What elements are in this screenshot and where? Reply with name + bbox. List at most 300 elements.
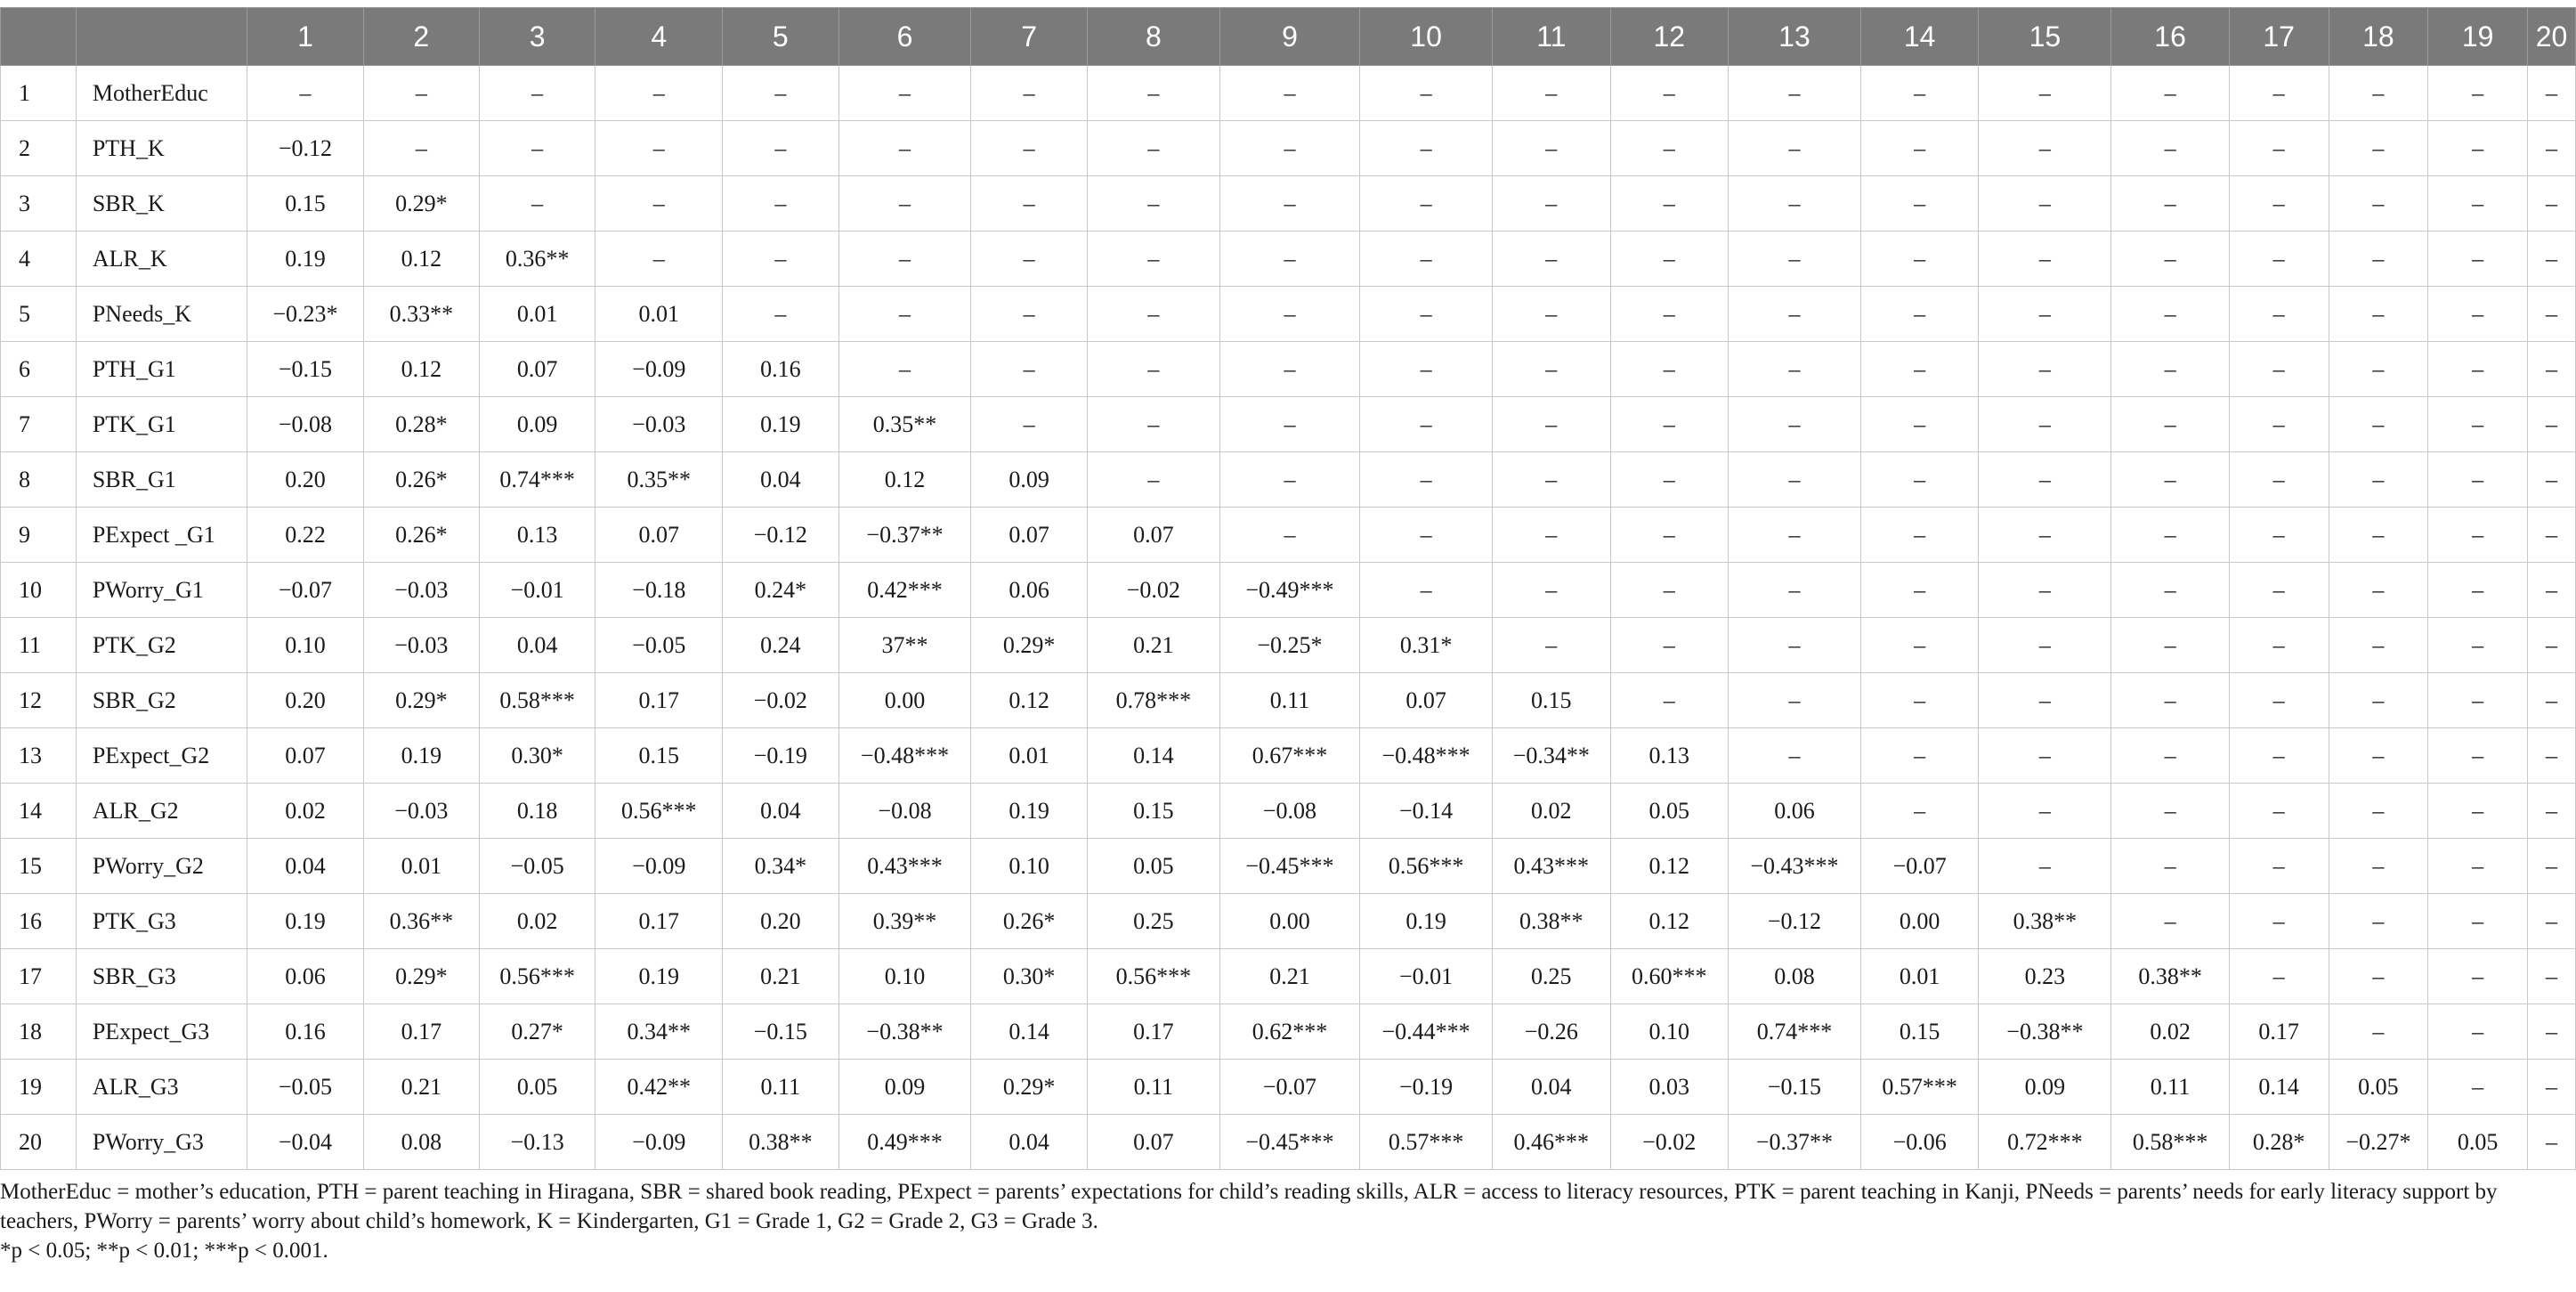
correlation-cell: 0.02: [1493, 784, 1610, 839]
correlation-cell: 0.38**: [1979, 894, 2111, 949]
correlation-cell: −0.08: [838, 784, 971, 839]
correlation-cell: −0.03: [363, 784, 479, 839]
correlation-cell: –: [363, 121, 479, 176]
correlation-cell: 0.58***: [2111, 1115, 2229, 1170]
correlation-cell: 0.04: [971, 1115, 1087, 1170]
correlation-cell: –: [838, 342, 971, 397]
column-header-5: 5: [723, 8, 838, 66]
correlation-cell: –: [2528, 232, 2576, 287]
column-header-15: 15: [1979, 8, 2111, 66]
correlation-cell: –: [2111, 342, 2229, 397]
variable-name: PTH_K: [76, 121, 247, 176]
correlation-cell: −0.07: [1860, 839, 1978, 894]
correlation-cell: 0.19: [1360, 894, 1493, 949]
correlation-cell: −0.37**: [838, 508, 971, 563]
correlation-cell: 0.26*: [363, 452, 479, 508]
correlation-cell: −0.03: [595, 397, 723, 452]
column-header-1: 1: [247, 8, 363, 66]
header-row-number: [1, 8, 77, 66]
correlation-cell: –: [2528, 66, 2576, 121]
correlation-cell: −0.27*: [2329, 1115, 2428, 1170]
correlation-cell: –: [2111, 618, 2229, 673]
correlation-cell: –: [2329, 1004, 2428, 1060]
correlation-cell: –: [1979, 728, 2111, 784]
correlation-cell: –: [1219, 508, 1359, 563]
correlation-cell: 0.28*: [2229, 1115, 2329, 1170]
table-row: [1, 508, 2576, 563]
correlation-cell: 0.11: [1087, 1060, 1219, 1115]
correlation-cell: –: [1979, 397, 2111, 452]
correlation-cell: –: [1610, 287, 1728, 342]
correlation-cell: –: [1860, 728, 1978, 784]
correlation-cell: 0.57***: [1360, 1115, 1493, 1170]
correlation-cell: 0.01: [480, 287, 595, 342]
correlation-cell: −0.07: [1219, 1060, 1359, 1115]
correlation-cell: 0.04: [723, 784, 838, 839]
correlation-cell: 0.74***: [1728, 1004, 1860, 1060]
correlation-cell: –: [1219, 397, 1359, 452]
correlation-cell: –: [1610, 121, 1728, 176]
correlation-cell: 0.17: [363, 1004, 479, 1060]
correlation-cell: −0.02: [1087, 563, 1219, 618]
correlation-cell: –: [1728, 673, 1860, 728]
correlation-cell: –: [2229, 452, 2329, 508]
correlation-cell: 0.01: [595, 287, 723, 342]
correlation-cell: –: [2329, 618, 2428, 673]
correlation-cell: 0.19: [595, 949, 723, 1004]
correlation-cell: –: [2229, 949, 2329, 1004]
correlation-cell: –: [2428, 287, 2528, 342]
row-number: 11: [1, 618, 77, 673]
column-header-2: 2: [363, 8, 479, 66]
column-header-13: 13: [1728, 8, 1860, 66]
correlation-cell: 0.05: [2329, 1060, 2428, 1115]
correlation-cell: 0.19: [363, 728, 479, 784]
correlation-cell: –: [1728, 121, 1860, 176]
correlation-cell: –: [1610, 452, 1728, 508]
variable-name: PTK_G2: [76, 618, 247, 673]
correlation-cell: 0.07: [1087, 508, 1219, 563]
row-number: 6: [1, 342, 77, 397]
row-number: 5: [1, 287, 77, 342]
correlation-cell: –: [1728, 397, 1860, 452]
correlation-cell: –: [1219, 232, 1359, 287]
row-number: 19: [1, 1060, 77, 1115]
correlation-cell: 0.11: [1219, 673, 1359, 728]
correlation-cell: 0.01: [1860, 949, 1978, 1004]
column-header-14: 14: [1860, 8, 1978, 66]
correlation-cell: –: [1610, 397, 1728, 452]
correlation-cell: 0.17: [1087, 1004, 1219, 1060]
correlation-cell: –: [2428, 452, 2528, 508]
correlation-cell: –: [2329, 176, 2428, 232]
header-variable: [76, 8, 247, 66]
correlation-cell: –: [2329, 563, 2428, 618]
variable-name: SBR_G3: [76, 949, 247, 1004]
correlation-cell: 0.07: [247, 728, 363, 784]
correlation-cell: –: [2528, 176, 2576, 232]
correlation-cell: –: [1979, 232, 2111, 287]
correlation-cell: 0.35**: [838, 397, 971, 452]
correlation-cell: 0.21: [363, 1060, 479, 1115]
correlation-cell: –: [2428, 894, 2528, 949]
correlation-cell: –: [2329, 397, 2428, 452]
correlation-cell: 0.10: [1610, 1004, 1728, 1060]
correlation-cell: –: [971, 342, 1087, 397]
correlation-cell: 0.39**: [838, 894, 971, 949]
correlation-cell: 0.29*: [971, 618, 1087, 673]
variable-name: PExpect _G1: [76, 508, 247, 563]
correlation-cell: 0.56***: [480, 949, 595, 1004]
column-header-6: 6: [838, 8, 971, 66]
correlation-cell: 0.15: [1860, 1004, 1978, 1060]
correlation-cell: −0.12: [723, 508, 838, 563]
correlation-cell: –: [2528, 452, 2576, 508]
correlation-cell: –: [2329, 949, 2428, 1004]
variable-name: PTH_G1: [76, 342, 247, 397]
correlation-cell: –: [1360, 397, 1493, 452]
correlation-cell: 0.05: [2428, 1115, 2528, 1170]
correlation-cell: 0.35**: [595, 452, 723, 508]
correlation-cell: –: [2329, 839, 2428, 894]
correlation-cell: –: [2329, 66, 2428, 121]
correlation-cell: –: [1860, 176, 1978, 232]
correlation-cell: –: [2329, 342, 2428, 397]
correlation-cell: –: [2111, 232, 2229, 287]
correlation-cell: –: [1493, 563, 1610, 618]
table-row: [1, 452, 2576, 508]
table-row: [1, 287, 2576, 342]
correlation-cell: –: [1493, 397, 1610, 452]
correlation-cell: −0.03: [363, 618, 479, 673]
correlation-cell: 0.07: [971, 508, 1087, 563]
correlation-cell: –: [2428, 66, 2528, 121]
correlation-cell: 0.38**: [1493, 894, 1610, 949]
row-number: 7: [1, 397, 77, 452]
correlation-cell: –: [723, 232, 838, 287]
correlation-cell: –: [2528, 839, 2576, 894]
correlation-cell: –: [2111, 673, 2229, 728]
correlation-cell: 0.13: [1610, 728, 1728, 784]
variable-name: PExpect_G2: [76, 728, 247, 784]
correlation-cell: −0.44***: [1360, 1004, 1493, 1060]
correlation-cell: –: [2111, 397, 2229, 452]
table-row: [1, 894, 2576, 949]
correlation-cell: 0.07: [480, 342, 595, 397]
row-number: 17: [1, 949, 77, 1004]
correlation-cell: 0.07: [595, 508, 723, 563]
correlation-cell: 0.04: [1493, 1060, 1610, 1115]
column-header-16: 16: [2111, 8, 2229, 66]
correlation-cell: 0.07: [1087, 1115, 1219, 1170]
correlation-cell: –: [2528, 397, 2576, 452]
correlation-cell: 0.14: [971, 1004, 1087, 1060]
correlation-cell: 0.46***: [1493, 1115, 1610, 1170]
correlation-cell: 0.07: [1360, 673, 1493, 728]
correlation-cell: –: [2428, 508, 2528, 563]
correlation-cell: –: [1979, 508, 2111, 563]
correlation-cell: –: [1087, 287, 1219, 342]
correlation-cell: −0.09: [595, 342, 723, 397]
correlation-cell: –: [2111, 508, 2229, 563]
correlation-cell: –: [2329, 452, 2428, 508]
variable-name: PWorry_G3: [76, 1115, 247, 1170]
correlation-cell: 0.67***: [1219, 728, 1359, 784]
correlation-cell: –: [1493, 618, 1610, 673]
correlation-cell: –: [1610, 342, 1728, 397]
correlation-cell: 0.60***: [1610, 949, 1728, 1004]
correlation-cell: –: [971, 121, 1087, 176]
correlation-cell: 0.09: [838, 1060, 971, 1115]
correlation-cell: −0.43***: [1728, 839, 1860, 894]
row-number: 14: [1, 784, 77, 839]
correlation-cell: 0.04: [247, 839, 363, 894]
correlation-cell: –: [480, 121, 595, 176]
correlation-cell: –: [2229, 673, 2329, 728]
correlation-cell: –: [1979, 121, 2111, 176]
correlation-cell: –: [1219, 287, 1359, 342]
correlation-cell: –: [971, 176, 1087, 232]
correlation-cell: –: [1979, 618, 2111, 673]
correlation-cell: −0.01: [1360, 949, 1493, 1004]
correlation-cell: –: [2428, 618, 2528, 673]
correlation-cell: 0.19: [247, 894, 363, 949]
column-header-20: 20: [2528, 8, 2576, 66]
correlation-cell: 0.24: [723, 618, 838, 673]
correlation-cell: −0.09: [595, 839, 723, 894]
correlation-cell: –: [595, 232, 723, 287]
correlation-cell: −0.19: [1360, 1060, 1493, 1115]
correlation-cell: –: [1979, 287, 2111, 342]
correlation-cell: 0.34**: [595, 1004, 723, 1060]
correlation-cell: –: [2329, 121, 2428, 176]
correlation-cell: –: [480, 176, 595, 232]
correlation-cell: –: [2528, 508, 2576, 563]
variable-name: ALR_G3: [76, 1060, 247, 1115]
correlation-cell: –: [723, 66, 838, 121]
correlation-cell: –: [1979, 452, 2111, 508]
row-number: 18: [1, 1004, 77, 1060]
correlation-cell: –: [2111, 894, 2229, 949]
correlation-cell: –: [2111, 176, 2229, 232]
correlation-cell: –: [1728, 66, 1860, 121]
correlation-cell: –: [1610, 232, 1728, 287]
correlation-cell: –: [1610, 176, 1728, 232]
correlation-cell: –: [1860, 66, 1978, 121]
correlation-cell: –: [2428, 342, 2528, 397]
correlation-cell: 0.27*: [480, 1004, 595, 1060]
correlation-cell: 0.16: [723, 342, 838, 397]
correlation-cell: –: [1219, 452, 1359, 508]
correlation-cell: 0.08: [363, 1115, 479, 1170]
correlation-cell: –: [2229, 618, 2329, 673]
correlation-cell: –: [1728, 176, 1860, 232]
correlation-cell: –: [2329, 287, 2428, 342]
correlation-cell: 0.42***: [838, 563, 971, 618]
correlation-cell: –: [1610, 618, 1728, 673]
correlation-cell: 0.06: [247, 949, 363, 1004]
correlation-cell: –: [1087, 176, 1219, 232]
correlation-cell: –: [2111, 563, 2229, 618]
column-header-8: 8: [1087, 8, 1219, 66]
correlation-cell: –: [2528, 894, 2576, 949]
correlation-cell: 0.05: [480, 1060, 595, 1115]
correlation-cell: –: [1728, 618, 1860, 673]
correlation-cell: –: [2229, 784, 2329, 839]
correlation-cell: –: [1610, 66, 1728, 121]
table-row: [1, 1060, 2576, 1115]
correlation-cell: –: [2428, 397, 2528, 452]
variable-name: SBR_K: [76, 176, 247, 232]
row-number: 2: [1, 121, 77, 176]
correlation-cell: −0.02: [723, 673, 838, 728]
correlation-cell: –: [1860, 563, 1978, 618]
correlation-cell: –: [1728, 232, 1860, 287]
correlation-cell: 0.29*: [363, 176, 479, 232]
correlation-table: [0, 7, 2576, 1170]
correlation-cell: –: [247, 66, 363, 121]
correlation-cell: –: [1087, 121, 1219, 176]
correlation-cell: 0.38**: [723, 1115, 838, 1170]
row-number: 1: [1, 66, 77, 121]
row-number: 15: [1, 839, 77, 894]
correlation-cell: 0.29*: [363, 949, 479, 1004]
correlation-cell: –: [2528, 1004, 2576, 1060]
significance-note: *p < 0.05; **p < 0.01; ***p < 0.001.: [0, 1239, 328, 1263]
correlation-cell: –: [1728, 452, 1860, 508]
correlation-cell: 0.58***: [480, 673, 595, 728]
table-header-row: [1, 8, 2576, 66]
correlation-cell: –: [595, 121, 723, 176]
correlation-cell: 0.01: [971, 728, 1087, 784]
correlation-cell: 0.06: [1728, 784, 1860, 839]
correlation-cell: −0.34**: [1493, 728, 1610, 784]
abbreviations-note: MotherEduc = mother’s education, PTH = parent teaching in Hiragana, SBR = shared book reading, PExpect = parents’ expectations for child’s reading skills, ALR = access to literacy resources, PTK = parent teaching in Kanji, PNeeds = parents’ needs for early literacy support by teachers, PWorry = parents’ worry about child’s homework, K = Kindergarten, G1 = Grade 1, G2 = Grade 2, G3 = Grade 3.: [0, 1180, 2498, 1233]
correlation-cell: –: [1979, 176, 2111, 232]
correlation-cell: –: [1493, 121, 1610, 176]
correlation-cell: −0.26: [1493, 1004, 1610, 1060]
correlation-cell: –: [1360, 342, 1493, 397]
correlation-cell: 0.20: [247, 673, 363, 728]
table-row: [1, 949, 2576, 1004]
correlation-cell: 0.43***: [838, 839, 971, 894]
correlation-table-container: [0, 7, 2576, 1170]
correlation-cell: –: [595, 176, 723, 232]
variable-name: ALR_K: [76, 232, 247, 287]
correlation-cell: –: [1493, 508, 1610, 563]
correlation-cell: –: [1979, 839, 2111, 894]
correlation-cell: 0.02: [480, 894, 595, 949]
table-row: [1, 342, 2576, 397]
correlation-cell: 0.12: [838, 452, 971, 508]
correlation-cell: −0.15: [247, 342, 363, 397]
correlation-cell: 0.16: [247, 1004, 363, 1060]
correlation-cell: –: [2329, 728, 2428, 784]
correlation-cell: −0.12: [1728, 894, 1860, 949]
correlation-cell: –: [1728, 342, 1860, 397]
correlation-cell: 0.15: [1493, 673, 1610, 728]
correlation-cell: –: [2528, 1060, 2576, 1115]
correlation-cell: 0.36**: [480, 232, 595, 287]
table-row: [1, 176, 2576, 232]
column-header-18: 18: [2329, 8, 2428, 66]
correlation-cell: 37**: [838, 618, 971, 673]
correlation-cell: –: [2528, 784, 2576, 839]
correlation-cell: –: [1860, 673, 1978, 728]
correlation-cell: −0.25*: [1219, 618, 1359, 673]
correlation-cell: 0.21: [1087, 618, 1219, 673]
correlation-cell: −0.45***: [1219, 1115, 1359, 1170]
correlation-cell: 0.19: [723, 397, 838, 452]
correlation-cell: −0.38**: [838, 1004, 971, 1060]
correlation-cell: –: [1087, 232, 1219, 287]
correlation-cell: 0.29*: [363, 673, 479, 728]
correlation-cell: −0.09: [595, 1115, 723, 1170]
variable-name: PWorry_G2: [76, 839, 247, 894]
correlation-cell: 0.78***: [1087, 673, 1219, 728]
correlation-cell: −0.12: [247, 121, 363, 176]
correlation-cell: 0.15: [247, 176, 363, 232]
column-header-19: 19: [2428, 8, 2528, 66]
correlation-cell: –: [2528, 949, 2576, 1004]
correlation-cell: 0.09: [971, 452, 1087, 508]
table-row: [1, 563, 2576, 618]
correlation-cell: –: [1860, 287, 1978, 342]
row-number: 9: [1, 508, 77, 563]
correlation-cell: –: [1493, 452, 1610, 508]
correlation-cell: –: [2229, 66, 2329, 121]
correlation-cell: 0.33**: [363, 287, 479, 342]
correlation-cell: 0.05: [1087, 839, 1219, 894]
correlation-cell: 0.14: [2229, 1060, 2329, 1115]
correlation-cell: −0.04: [247, 1115, 363, 1170]
correlation-cell: –: [1493, 287, 1610, 342]
correlation-cell: –: [363, 66, 479, 121]
variable-name: SBR_G1: [76, 452, 247, 508]
correlation-cell: –: [1360, 232, 1493, 287]
column-header-12: 12: [1610, 8, 1728, 66]
correlation-cell: –: [1979, 342, 2111, 397]
correlation-cell: 0.23: [1979, 949, 2111, 1004]
correlation-cell: −0.01: [480, 563, 595, 618]
correlation-cell: –: [2329, 508, 2428, 563]
correlation-cell: –: [2229, 342, 2329, 397]
correlation-cell: –: [1979, 563, 2111, 618]
correlation-cell: 0.34*: [723, 839, 838, 894]
correlation-cell: –: [2528, 673, 2576, 728]
correlation-cell: –: [1360, 176, 1493, 232]
correlation-cell: –: [1728, 508, 1860, 563]
correlation-cell: –: [1087, 397, 1219, 452]
correlation-cell: –: [2111, 66, 2229, 121]
row-number: 16: [1, 894, 77, 949]
correlation-cell: 0.56***: [1360, 839, 1493, 894]
correlation-cell: 0.03: [1610, 1060, 1728, 1115]
correlation-cell: –: [1979, 784, 2111, 839]
correlation-cell: 0.72***: [1979, 1115, 2111, 1170]
row-number: 4: [1, 232, 77, 287]
correlation-cell: –: [1860, 508, 1978, 563]
correlation-cell: –: [838, 287, 971, 342]
correlation-cell: 0.56***: [595, 784, 723, 839]
correlation-cell: –: [1728, 563, 1860, 618]
table-row: [1, 121, 2576, 176]
table-row: [1, 618, 2576, 673]
correlation-cell: −0.13: [480, 1115, 595, 1170]
correlation-cell: 0.12: [363, 232, 479, 287]
column-header-7: 7: [971, 8, 1087, 66]
correlation-cell: –: [2229, 176, 2329, 232]
